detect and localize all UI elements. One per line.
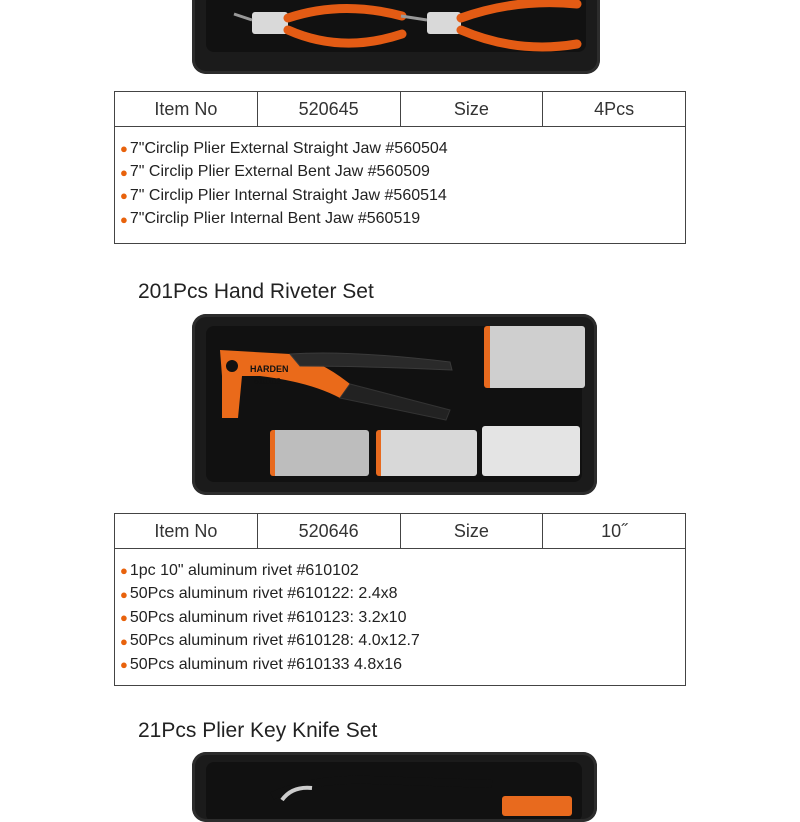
list-item-text: 50Pcs aluminum rivet #610133 4.8x16 bbox=[129, 655, 403, 673]
list-item-text: 7" Circlip Plier External Bent Jaw #560509 bbox=[129, 163, 430, 181]
bullet-dot-icon: ● bbox=[120, 657, 128, 673]
list-item-text: 7" Circlip Plier Internal Straight Jaw #560514 bbox=[129, 186, 447, 204]
riveter-model-text: 610102 bbox=[254, 377, 281, 386]
bullet-dot-icon: ● bbox=[120, 633, 128, 649]
item-no-label: Item No bbox=[115, 514, 258, 548]
list-item-text: 7"Circlip Plier External Straight Jaw #560504 bbox=[129, 139, 448, 157]
bullet-dot-icon: ● bbox=[120, 141, 128, 157]
bullet-dot-icon: ● bbox=[120, 563, 128, 579]
spec-item-list bbox=[115, 549, 685, 677]
list-item bbox=[120, 606, 685, 630]
spec-table-header bbox=[115, 514, 685, 549]
size-value: 10˝ bbox=[601, 520, 628, 541]
spec-table-520645 bbox=[114, 91, 686, 244]
list-item-text: 7"Circlip Plier Internal Bent Jaw #560519 bbox=[129, 210, 421, 228]
list-item bbox=[120, 137, 685, 161]
list-item bbox=[120, 184, 685, 208]
size-label: Size bbox=[401, 514, 544, 548]
list-item bbox=[120, 583, 685, 607]
riveter-brand-text: HARDEN bbox=[250, 364, 289, 374]
spec-table-header bbox=[115, 92, 685, 127]
list-item bbox=[120, 559, 685, 583]
list-item bbox=[120, 630, 685, 654]
bullet-dot-icon: ● bbox=[120, 610, 128, 626]
section-title-plier-key-knife: 21Pcs Plier Key Knife Set bbox=[138, 719, 378, 742]
bullet-dot-icon: ● bbox=[120, 211, 128, 227]
size-value: 4Pcs bbox=[594, 98, 635, 119]
list-item-text: 1pc 10" aluminum rivet #610102 bbox=[129, 561, 359, 579]
item-no-value: 520645 bbox=[258, 92, 401, 126]
list-item-text: 50Pcs aluminum rivet #610128: 4.0x12.7 bbox=[129, 632, 420, 650]
list-item-text: 50Pcs aluminum rivet #610122: 2.4x8 bbox=[129, 585, 398, 603]
spec-item-list bbox=[115, 127, 685, 231]
item-no-value: 520646 bbox=[258, 514, 401, 548]
list-item bbox=[120, 208, 685, 232]
size-label: Size bbox=[401, 92, 544, 126]
bullet-dot-icon: ● bbox=[120, 188, 128, 204]
item-no-label: Item No bbox=[115, 92, 258, 126]
bullet-dot-icon: ● bbox=[120, 586, 128, 602]
section-title-riveter: 201Pcs Hand Riveter Set bbox=[138, 280, 374, 303]
list-item-text: 50Pcs aluminum rivet #610123: 3.2x10 bbox=[129, 608, 407, 626]
riveter-tray-photo bbox=[192, 314, 597, 495]
list-item bbox=[120, 653, 685, 677]
spec-table-520646 bbox=[114, 513, 686, 686]
bullet-dot-icon: ● bbox=[120, 164, 128, 180]
plier-key-knife-tray-photo bbox=[192, 752, 597, 822]
list-item bbox=[120, 161, 685, 185]
circlip-plier-tray-photo bbox=[192, 0, 600, 74]
